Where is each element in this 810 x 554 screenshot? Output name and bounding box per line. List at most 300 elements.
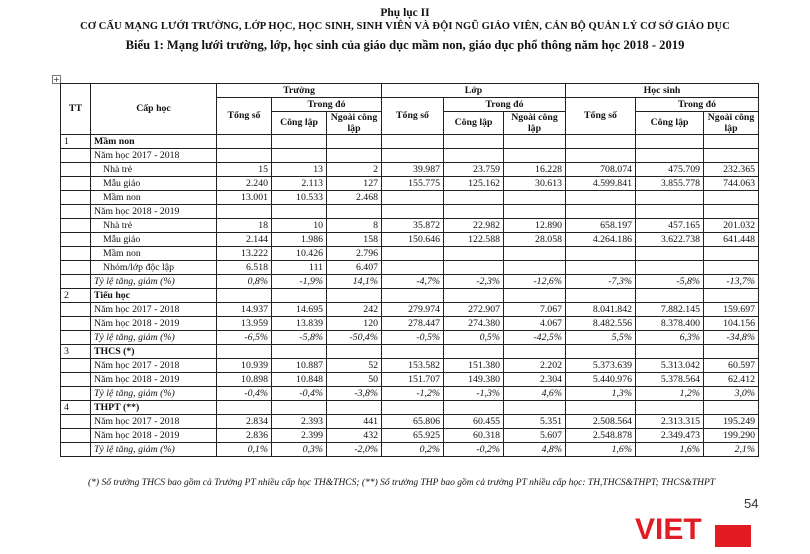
table-row <box>61 275 759 289</box>
value-cell: 2.548.878 <box>566 429 636 443</box>
row-label-cell: Tỷ lệ tăng, giảm (%) <box>91 275 217 289</box>
header-public: Công lập <box>444 112 504 135</box>
row-label-cell: Mầm non <box>91 135 217 149</box>
value-cell: -0,4% <box>217 387 272 401</box>
value-cell: 8 <box>327 219 382 233</box>
value-cell: 2 <box>327 163 382 177</box>
header-non-public: Ngoài công lập <box>704 112 759 135</box>
value-cell: 10.939 <box>217 359 272 373</box>
table-row <box>61 443 759 457</box>
value-cell: 2.240 <box>217 177 272 191</box>
value-cell: 4.264.186 <box>566 233 636 247</box>
value-cell: 10.426 <box>272 247 327 261</box>
value-cell <box>327 401 382 415</box>
value-cell <box>327 289 382 303</box>
value-cell: -0,2% <box>444 443 504 457</box>
value-cell <box>444 401 504 415</box>
row-label-cell: Mầm non <box>91 191 217 205</box>
value-cell <box>327 205 382 219</box>
value-cell: 39.987 <box>382 163 444 177</box>
row-tt-cell <box>61 233 91 247</box>
row-tt-cell <box>61 303 91 317</box>
value-cell: 153.582 <box>382 359 444 373</box>
row-tt-cell <box>61 247 91 261</box>
value-cell: 127 <box>327 177 382 191</box>
value-cell: 5,5% <box>566 331 636 345</box>
value-cell: 8.378.400 <box>636 317 704 331</box>
table-row <box>61 261 759 275</box>
value-cell: 65.806 <box>382 415 444 429</box>
value-cell: -1,3% <box>444 387 504 401</box>
value-cell <box>566 191 636 205</box>
row-tt-cell <box>61 219 91 233</box>
value-cell: 2.304 <box>504 373 566 387</box>
value-cell: 2.834 <box>217 415 272 429</box>
table-row <box>61 345 759 359</box>
value-cell: 60.597 <box>704 359 759 373</box>
value-cell: 30.613 <box>504 177 566 191</box>
value-cell: 4.599.841 <box>566 177 636 191</box>
value-cell <box>444 247 504 261</box>
value-cell: 10 <box>272 219 327 233</box>
value-cell: 13.959 <box>217 317 272 331</box>
value-cell <box>444 191 504 205</box>
value-cell: 2.202 <box>504 359 566 373</box>
value-cell <box>504 149 566 163</box>
table-move-handle-icon[interactable]: + <box>53 75 60 84</box>
value-cell: 744.063 <box>704 177 759 191</box>
value-cell: 658.197 <box>566 219 636 233</box>
value-cell: 199.290 <box>704 429 759 443</box>
footnote: (*) Số trường THCS bao gồm cả Trường PT nhiều cấp học TH&THCS; (**) Số trường THP bao gồm cả trường PT nhiều cấp học: TH,THCS&THPT; THCS&THPT <box>88 478 716 488</box>
value-cell <box>272 345 327 359</box>
value-cell <box>636 289 704 303</box>
value-cell: 14,1% <box>327 275 382 289</box>
value-cell: 641.448 <box>704 233 759 247</box>
value-cell: 2.313.315 <box>636 415 704 429</box>
value-cell <box>382 261 444 275</box>
value-cell <box>704 289 759 303</box>
row-label-cell: THPT (**) <box>91 401 217 415</box>
value-cell <box>382 191 444 205</box>
row-label-cell: Năm học 2017 - 2018 <box>91 359 217 373</box>
row-tt-cell: 4 <box>61 401 91 415</box>
value-cell <box>444 261 504 275</box>
value-cell: 23.759 <box>444 163 504 177</box>
row-tt-cell <box>61 261 91 275</box>
value-cell <box>504 135 566 149</box>
row-tt-cell <box>61 177 91 191</box>
header-of-which: Trong đó <box>272 98 382 112</box>
header-public: Công lập <box>636 112 704 135</box>
row-label-cell: Năm học 2018 - 2019 <box>91 205 217 219</box>
row-tt-cell <box>61 429 91 443</box>
value-cell: 242 <box>327 303 382 317</box>
value-cell: 708.074 <box>566 163 636 177</box>
value-cell <box>504 247 566 261</box>
row-label-cell: Năm học 2017 - 2018 <box>91 149 217 163</box>
value-cell <box>327 345 382 359</box>
value-cell: 0,1% <box>217 443 272 457</box>
value-cell: 2.836 <box>217 429 272 443</box>
value-cell: 159.697 <box>704 303 759 317</box>
row-label-cell: Năm học 2017 - 2018 <box>91 415 217 429</box>
header-total: Tổng số <box>217 98 272 135</box>
value-cell <box>382 401 444 415</box>
value-cell: 50 <box>327 373 382 387</box>
document-heading: CƠ CẤU MẠNG LƯỚI TRƯỜNG, LỚP HỌC, HỌC SINH, SINH VIÊN VÀ ĐỘI NGŨ GIÁO VIÊN, CÁN BỘ QUẢN LÝ CƠ SỞ GIÁO DỤC <box>80 21 730 32</box>
row-tt-cell <box>61 205 91 219</box>
row-label-cell: Năm học 2018 - 2019 <box>91 317 217 331</box>
row-label-cell: Tỷ lệ tăng, giảm (%) <box>91 387 217 401</box>
value-cell: 10.887 <box>272 359 327 373</box>
value-cell: 8.482.556 <box>566 317 636 331</box>
table-title: Biểu 1: Mạng lưới trường, lớp, học sinh của giáo dục mầm non, giáo dục phổ thông năm học 2018 - 2019 <box>125 38 685 52</box>
value-cell: -42,5% <box>504 331 566 345</box>
value-cell: 14.937 <box>217 303 272 317</box>
value-cell: 111 <box>272 261 327 275</box>
value-cell: 13.001 <box>217 191 272 205</box>
value-cell: 149.380 <box>444 373 504 387</box>
value-cell: 65.925 <box>382 429 444 443</box>
value-cell <box>217 289 272 303</box>
row-tt-cell <box>61 443 91 457</box>
table-row <box>61 289 759 303</box>
row-tt-cell: 3 <box>61 345 91 359</box>
value-cell <box>504 205 566 219</box>
value-cell: -5,8% <box>636 275 704 289</box>
row-tt-cell <box>61 317 91 331</box>
value-cell: 155.775 <box>382 177 444 191</box>
value-cell: 4.067 <box>504 317 566 331</box>
value-cell: 7.882.145 <box>636 303 704 317</box>
value-cell: -34,8% <box>704 331 759 345</box>
row-label-cell: Tỷ lệ tăng, giảm (%) <box>91 443 217 457</box>
row-label-cell: Mẫu giáo <box>91 177 217 191</box>
value-cell: 0,2% <box>382 443 444 457</box>
value-cell: 2.508.564 <box>566 415 636 429</box>
table-row <box>61 401 759 415</box>
value-cell <box>504 261 566 275</box>
row-tt-cell <box>61 373 91 387</box>
row-tt-cell <box>61 163 91 177</box>
row-label-cell: Mầm non <box>91 247 217 261</box>
value-cell: 272.907 <box>444 303 504 317</box>
value-cell: 158 <box>327 233 382 247</box>
value-cell: 2.113 <box>272 177 327 191</box>
table-row <box>61 135 759 149</box>
row-tt-cell <box>61 275 91 289</box>
value-cell <box>636 247 704 261</box>
value-cell: 201.032 <box>704 219 759 233</box>
value-cell <box>217 345 272 359</box>
row-label-cell: Nhà trẻ <box>91 219 217 233</box>
value-cell: 7.067 <box>504 303 566 317</box>
value-cell: 475.709 <box>636 163 704 177</box>
value-cell: 8.041.842 <box>566 303 636 317</box>
value-cell: 5.313.042 <box>636 359 704 373</box>
value-cell <box>636 191 704 205</box>
value-cell <box>504 401 566 415</box>
education-network-table <box>60 83 759 457</box>
value-cell: 441 <box>327 415 382 429</box>
row-tt-cell <box>61 331 91 345</box>
value-cell <box>504 345 566 359</box>
value-cell: 2.144 <box>217 233 272 247</box>
value-cell: 120 <box>327 317 382 331</box>
value-cell: 6.518 <box>217 261 272 275</box>
table-row <box>61 303 759 317</box>
value-cell <box>217 401 272 415</box>
value-cell <box>382 149 444 163</box>
value-cell: -5,8% <box>272 331 327 345</box>
value-cell <box>382 247 444 261</box>
value-cell: 279.974 <box>382 303 444 317</box>
value-cell: -50,4% <box>327 331 382 345</box>
value-cell: 104.156 <box>704 317 759 331</box>
table-row <box>61 219 759 233</box>
row-tt-cell <box>61 387 91 401</box>
value-cell: 1.986 <box>272 233 327 247</box>
value-cell: -1,2% <box>382 387 444 401</box>
value-cell: 13 <box>272 163 327 177</box>
value-cell <box>704 191 759 205</box>
table-row <box>61 429 759 443</box>
value-cell <box>704 401 759 415</box>
value-cell <box>636 135 704 149</box>
value-cell: -3,8% <box>327 387 382 401</box>
value-cell: 151.707 <box>382 373 444 387</box>
table-row <box>61 163 759 177</box>
value-cell: 16.228 <box>504 163 566 177</box>
value-cell: 2.393 <box>272 415 327 429</box>
value-cell: 1,6% <box>566 443 636 457</box>
value-cell <box>636 401 704 415</box>
value-cell: 232.365 <box>704 163 759 177</box>
value-cell <box>382 289 444 303</box>
value-cell <box>217 135 272 149</box>
value-cell <box>636 261 704 275</box>
row-label-cell: THCS (*) <box>91 345 217 359</box>
value-cell: 10.898 <box>217 373 272 387</box>
value-cell: -1,9% <box>272 275 327 289</box>
value-cell: 13.222 <box>217 247 272 261</box>
value-cell: 1,2% <box>636 387 704 401</box>
value-cell: 2.399 <box>272 429 327 443</box>
value-cell: 4,8% <box>504 443 566 457</box>
value-cell: 2,1% <box>704 443 759 457</box>
table-row <box>61 387 759 401</box>
header-group-schools: Trường <box>217 84 382 98</box>
table-row <box>61 359 759 373</box>
value-cell <box>444 135 504 149</box>
header-non-public: Ngoài công lập <box>504 112 566 135</box>
table-row <box>61 331 759 345</box>
value-cell <box>566 401 636 415</box>
value-cell: 0,5% <box>444 331 504 345</box>
value-cell <box>704 135 759 149</box>
value-cell <box>444 289 504 303</box>
table-row <box>61 205 759 219</box>
header-total: Tổng số <box>566 98 636 135</box>
value-cell <box>272 149 327 163</box>
row-tt-cell <box>61 149 91 163</box>
watermark-text: VIET <box>635 513 702 546</box>
header-public: Công lập <box>272 112 327 135</box>
row-label-cell: Năm học 2017 - 2018 <box>91 303 217 317</box>
value-cell: -13,7% <box>704 275 759 289</box>
value-cell: 14.695 <box>272 303 327 317</box>
row-label-cell: Nhóm/lớp độc lập <box>91 261 217 275</box>
value-cell <box>566 135 636 149</box>
row-label-cell: Mẫu giáo <box>91 233 217 247</box>
value-cell: 4,6% <box>504 387 566 401</box>
value-cell: 15 <box>217 163 272 177</box>
value-cell: 60.455 <box>444 415 504 429</box>
value-cell: 1,3% <box>566 387 636 401</box>
value-cell: 18 <box>217 219 272 233</box>
value-cell: 62.412 <box>704 373 759 387</box>
header-group-students: Học sinh <box>566 84 759 98</box>
value-cell <box>704 149 759 163</box>
value-cell: 6.407 <box>327 261 382 275</box>
value-cell <box>704 345 759 359</box>
value-cell: 195.249 <box>704 415 759 429</box>
value-cell: 122.588 <box>444 233 504 247</box>
value-cell <box>566 149 636 163</box>
value-cell: 3,0% <box>704 387 759 401</box>
value-cell: 457.165 <box>636 219 704 233</box>
value-cell: 3.622.738 <box>636 233 704 247</box>
row-tt-cell: 1 <box>61 135 91 149</box>
value-cell <box>566 205 636 219</box>
value-cell: 35.872 <box>382 219 444 233</box>
value-cell <box>444 205 504 219</box>
value-cell: 5.351 <box>504 415 566 429</box>
header-group-classes: Lớp <box>382 84 566 98</box>
value-cell: 10.848 <box>272 373 327 387</box>
header-total: Tổng số <box>382 98 444 135</box>
value-cell <box>217 205 272 219</box>
value-cell <box>444 149 504 163</box>
table-row <box>61 373 759 387</box>
value-cell: 3.855.778 <box>636 177 704 191</box>
value-cell: -0,4% <box>272 387 327 401</box>
table-row <box>61 191 759 205</box>
value-cell <box>272 135 327 149</box>
value-cell <box>382 205 444 219</box>
row-label-cell: Năm học 2018 - 2019 <box>91 429 217 443</box>
row-label-cell: Tỷ lệ tăng, giảm (%) <box>91 331 217 345</box>
value-cell: 2.796 <box>327 247 382 261</box>
value-cell: 10.533 <box>272 191 327 205</box>
header-of-which: Trong đó <box>636 98 759 112</box>
value-cell: 5.440.976 <box>566 373 636 387</box>
value-cell: 432 <box>327 429 382 443</box>
value-cell: 125.162 <box>444 177 504 191</box>
row-tt-cell <box>61 359 91 373</box>
value-cell <box>636 149 704 163</box>
header-non-public: Ngoài công lập <box>327 112 382 135</box>
table-row <box>61 247 759 261</box>
value-cell: 150.646 <box>382 233 444 247</box>
table-row <box>61 149 759 163</box>
value-cell: 5.373.639 <box>566 359 636 373</box>
row-label-cell: Năm học 2018 - 2019 <box>91 373 217 387</box>
value-cell <box>566 289 636 303</box>
value-cell <box>217 149 272 163</box>
table-row <box>61 415 759 429</box>
header-level: Cấp học <box>91 84 217 135</box>
value-cell: 12.890 <box>504 219 566 233</box>
value-cell: 28.058 <box>504 233 566 247</box>
table-body <box>61 135 759 457</box>
value-cell: 0,3% <box>272 443 327 457</box>
value-cell <box>636 345 704 359</box>
value-cell: -2,0% <box>327 443 382 457</box>
value-cell: -2,3% <box>444 275 504 289</box>
value-cell <box>327 149 382 163</box>
value-cell <box>504 191 566 205</box>
watermark-tile <box>715 525 751 547</box>
value-cell: 0,8% <box>217 275 272 289</box>
value-cell <box>382 345 444 359</box>
table-row <box>61 233 759 247</box>
value-cell: 52 <box>327 359 382 373</box>
value-cell: -12,6% <box>504 275 566 289</box>
value-cell <box>382 135 444 149</box>
value-cell: -4,7% <box>382 275 444 289</box>
value-cell: -7,3% <box>566 275 636 289</box>
value-cell: 274.380 <box>444 317 504 331</box>
page-number: 54 <box>744 496 759 511</box>
value-cell: 13.839 <box>272 317 327 331</box>
value-cell <box>704 247 759 261</box>
appendix-label: Phụ lục II <box>380 7 430 19</box>
row-tt-cell <box>61 415 91 429</box>
value-cell <box>272 401 327 415</box>
value-cell: 60.318 <box>444 429 504 443</box>
value-cell: 22.982 <box>444 219 504 233</box>
value-cell <box>566 261 636 275</box>
value-cell <box>272 205 327 219</box>
value-cell <box>444 345 504 359</box>
value-cell: 1,6% <box>636 443 704 457</box>
value-cell <box>636 205 704 219</box>
row-label-cell: Nhà trẻ <box>91 163 217 177</box>
header-tt: TT <box>61 84 91 135</box>
value-cell <box>327 135 382 149</box>
table-row <box>61 317 759 331</box>
value-cell <box>704 261 759 275</box>
value-cell: -6,5% <box>217 331 272 345</box>
header-of-which: Trong đó <box>444 98 566 112</box>
value-cell <box>704 205 759 219</box>
value-cell: 278.447 <box>382 317 444 331</box>
vietnamnet-watermark-logo <box>633 509 753 549</box>
value-cell: 151.380 <box>444 359 504 373</box>
value-cell <box>272 289 327 303</box>
value-cell <box>566 247 636 261</box>
value-cell: 2.349.473 <box>636 429 704 443</box>
value-cell <box>504 289 566 303</box>
row-tt-cell <box>61 191 91 205</box>
value-cell: 2.468 <box>327 191 382 205</box>
value-cell: 5.378.564 <box>636 373 704 387</box>
table-row <box>61 177 759 191</box>
row-tt-cell: 2 <box>61 289 91 303</box>
value-cell: 5.607 <box>504 429 566 443</box>
